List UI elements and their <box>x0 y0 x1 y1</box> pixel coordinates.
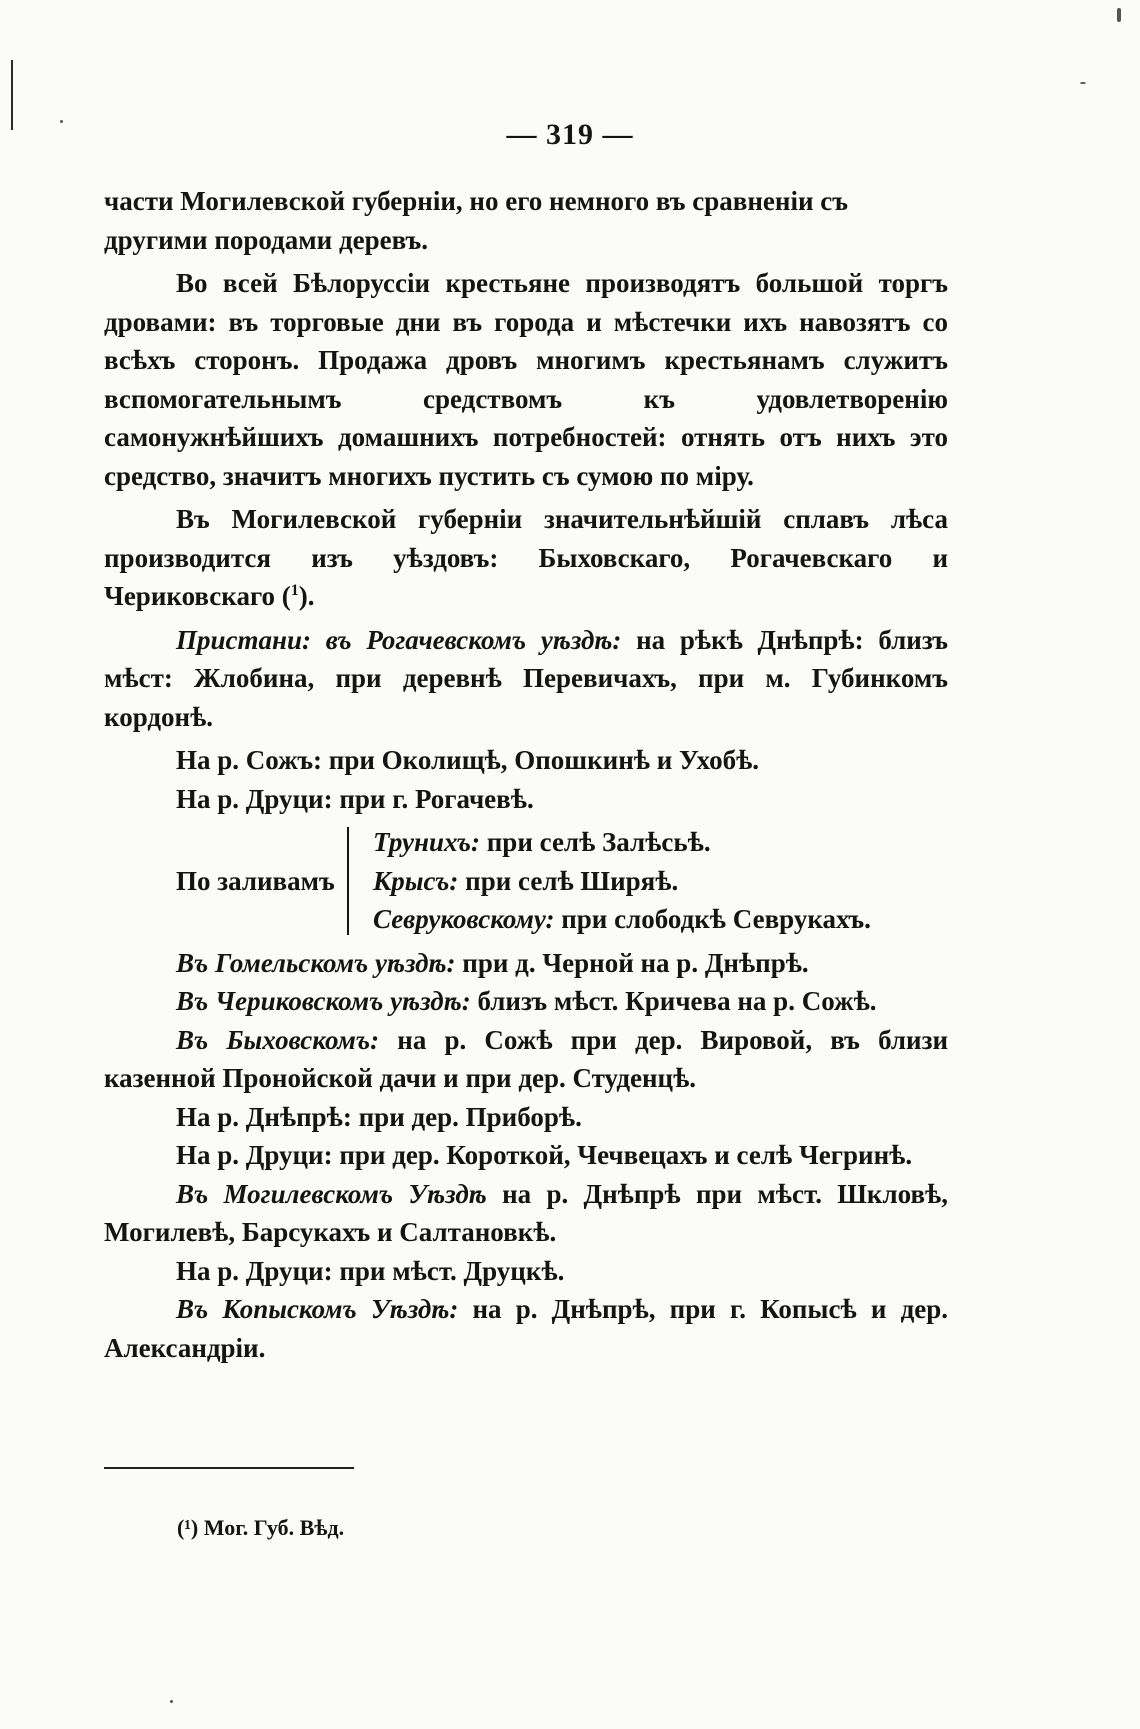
footnote-divider <box>104 1467 354 1469</box>
paragraph-text: на р. Сожѣ при дер. Вировой, въ близи казенной Пронойской дачи и при дер. Студенцѣ. <box>104 1024 949 1093</box>
scan-speck <box>170 1700 173 1703</box>
footnote: (¹) Мог. Губ. Вѣд. <box>177 1515 345 1540</box>
bracket-item <box>373 862 871 901</box>
paragraph-text: при д. Черной на р. Днѣпрѣ. <box>455 947 809 978</box>
italic-heading: Въ Быховскомъ: <box>176 1024 380 1055</box>
item-text: при селѣ Ширяѣ. <box>458 865 679 896</box>
item-text: при слободкѣ Севрукахъ. <box>554 904 871 934</box>
bracket-label: По заливамъ <box>176 865 335 896</box>
paragraph <box>104 944 948 983</box>
paragraph <box>104 982 948 1021</box>
italic-heading: Пристани: въ Рогачевскомъ уѣздѣ: <box>176 624 622 655</box>
paragraph-text: близъ мѣст. Кричева на р. Сожѣ. <box>470 986 877 1016</box>
paragraph <box>104 500 948 616</box>
paragraph <box>104 1021 948 1098</box>
italic-heading: Въ Копыскомъ Уѣздѣ: <box>176 1294 459 1324</box>
paragraph <box>104 621 948 737</box>
scan-speck <box>1117 8 1121 22</box>
paragraph-text: на р. Днѣпрѣ, при г. Копысѣ и дер. Александріи. <box>104 1294 948 1363</box>
paragraph <box>104 1290 948 1367</box>
paragraph-text: на р. Днѣпрѣ при мѣст. Шкловѣ, Могилевѣ, Барсукахъ и Салтановкѣ. <box>104 1178 948 1247</box>
item-italic: Севруковскому: <box>373 904 555 934</box>
paragraph: Во всей Бѣлоруссіи крестьяне производятъ большой торгъ дровами: въ торговые дни въ города и мѣстечки ихъ навозятъ со всѣхъ сторонъ. Продажа дровъ многимъ крестьянамъ служитъ вспомогательнымъ средствомъ къ удовлетворенію самонужнѣйшихъ домашнихъ потребностей: отнять отъ нихъ это средство, значитъ многихъ пустить съ сумою по міру. <box>104 268 948 491</box>
page-number: — 319 — <box>506 118 634 151</box>
bracket-group <box>104 823 948 939</box>
paragraph-text: ). <box>298 581 315 611</box>
footnote-marker[interactable]: 1 <box>290 582 299 599</box>
paragraph <box>104 1175 948 1252</box>
bracket-item <box>373 823 871 862</box>
page-body <box>104 182 948 1367</box>
paragraph: На р. Друци: при г. Рогачевѣ. <box>176 783 534 814</box>
italic-heading: Въ Могилевскомъ Уѣздѣ <box>176 1178 487 1209</box>
item-italic: Трунихъ: <box>373 827 480 857</box>
paragraph: На р. Друци: при дер. Короткой, Чечвецахъ и селѣ Чегринѣ. <box>176 1140 913 1170</box>
paragraph-text: на рѣкѣ Днѣпрѣ: близъ мѣст: Жлобина, при деревнѣ Перевичахъ, при м. Губинкомъ кордонѣ. <box>104 624 948 732</box>
paragraph: На р. Друци: при мѣст. Друцкѣ. <box>176 1255 565 1286</box>
paragraph: На р. Сожъ: при Околищѣ, Опошкинѣ и Ухобѣ. <box>176 745 760 775</box>
scan-speck <box>1080 82 1086 84</box>
curly-bracket <box>347 827 359 935</box>
bracket-items <box>373 823 871 939</box>
item-text: при селѣ Залѣсьѣ. <box>480 827 711 857</box>
paragraph-text: Въ Могилевской губерніи значительнѣйшій сплавъ лѣса производится изъ уѣздовъ: Быховскаго, Рогачевскаго и Чериковскаго ( <box>104 504 948 611</box>
bracket-item <box>373 900 871 939</box>
paragraph: части Могилевской губерніи, но его немного въ сравненіи съ другими породами деревъ. <box>104 186 848 255</box>
italic-heading: Въ Гомельскомъ уѣздѣ: <box>176 947 456 978</box>
item-italic: Крысъ: <box>373 865 459 896</box>
paragraph: На р. Днѣпрѣ: при дер. Приборѣ. <box>176 1101 582 1132</box>
italic-heading: Въ Чериковскомъ уѣздѣ: <box>176 986 471 1016</box>
